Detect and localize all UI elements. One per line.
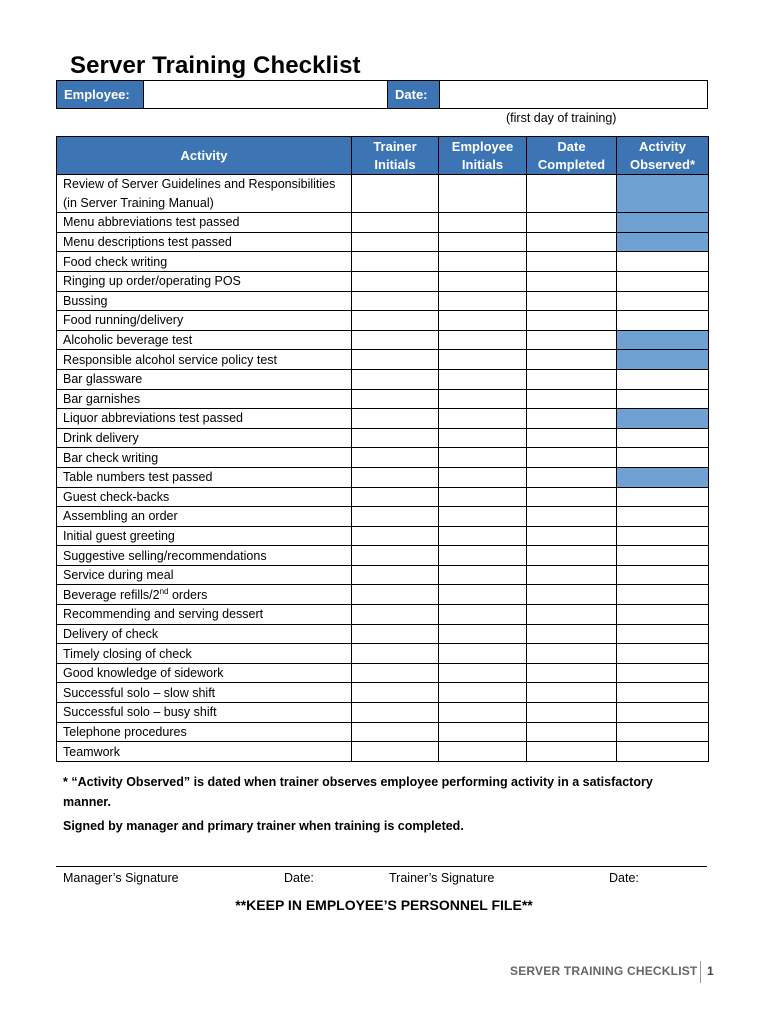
employee-initials-cell[interactable] xyxy=(439,311,527,331)
activity-cell xyxy=(57,644,352,664)
trainer-initials-cell[interactable] xyxy=(352,232,439,252)
date-completed-cell[interactable] xyxy=(527,526,617,546)
date-completed-cell[interactable] xyxy=(527,232,617,252)
employee-initials-cell[interactable] xyxy=(439,467,527,487)
activity-observed-cell[interactable] xyxy=(617,605,709,625)
employee-initials-cell[interactable] xyxy=(439,448,527,468)
employee-initials-cell[interactable] xyxy=(439,742,527,762)
trainer-initials-cell[interactable] xyxy=(352,271,439,291)
activity-label: Food check writing xyxy=(63,254,168,269)
employee-initials-cell[interactable] xyxy=(439,546,527,566)
table-row xyxy=(57,350,709,370)
activity-observed-cell[interactable] xyxy=(617,565,709,585)
trainer-initials-cell[interactable] xyxy=(352,330,439,350)
trainer-initials-cell[interactable] xyxy=(352,546,439,566)
checklist-table xyxy=(56,136,709,762)
table-row xyxy=(57,624,709,644)
col-trainer-initials-line2: Initials xyxy=(374,156,416,172)
activity-label: Menu abbreviations test passed xyxy=(63,215,240,230)
date-completed-cell[interactable] xyxy=(527,585,617,605)
date-completed-cell[interactable] xyxy=(527,311,617,331)
date-completed-cell[interactable] xyxy=(527,546,617,566)
col-activity: Activity xyxy=(57,137,352,175)
table-row xyxy=(57,546,709,566)
trainer-initials-cell[interactable] xyxy=(352,409,439,429)
activity-label: Successful solo – busy shift xyxy=(63,705,217,720)
trainer-initials-cell[interactable] xyxy=(352,703,439,723)
trainer-date-label: Date: xyxy=(609,871,639,885)
activity-label: Good knowledge of sidework xyxy=(63,666,224,681)
trainer-initials-cell[interactable] xyxy=(352,291,439,311)
activity-cell xyxy=(57,467,352,487)
activity-observed-cell[interactable] xyxy=(617,546,709,566)
activity-label: Responsible alcohol service policy test xyxy=(63,352,277,367)
activity-label: Drink delivery xyxy=(63,431,139,446)
activity-observed-cell[interactable] xyxy=(617,369,709,389)
activity-cell xyxy=(57,546,352,566)
table-row xyxy=(57,369,709,389)
activity-cell xyxy=(57,271,352,291)
page-title: Server Training Checklist xyxy=(70,52,361,79)
table-row xyxy=(57,742,709,762)
activity-observed-cell[interactable] xyxy=(617,467,709,487)
activity-cell xyxy=(57,448,352,468)
activity-cell xyxy=(57,213,352,233)
footer-label: SERVER TRAINING CHECKLIST xyxy=(510,964,698,978)
activity-label: Ringing up order/operating POS xyxy=(63,274,241,289)
activity-observed-cell[interactable] xyxy=(617,507,709,527)
date-completed-cell[interactable] xyxy=(527,467,617,487)
trainer-initials-cell[interactable] xyxy=(352,585,439,605)
first-day-note: (first day of training) xyxy=(506,111,617,125)
activity-label: Telephone procedures xyxy=(63,724,187,739)
date-completed-cell[interactable] xyxy=(527,703,617,723)
date-completed-cell[interactable] xyxy=(527,291,617,311)
table-row xyxy=(57,703,709,723)
activity-label: Delivery of check xyxy=(63,626,159,641)
employee-initials-cell[interactable] xyxy=(439,175,527,213)
activity-label: Food running/delivery xyxy=(63,313,184,328)
activity-label: Bar check writing xyxy=(63,450,159,465)
employee-initials-cell[interactable] xyxy=(439,644,527,664)
activity-label: Assembling an order xyxy=(63,509,178,524)
date-completed-cell[interactable] xyxy=(527,663,617,683)
activity-label: Teamwork xyxy=(63,744,120,759)
date-completed-cell[interactable] xyxy=(527,624,617,644)
trainer-initials-cell[interactable] xyxy=(352,526,439,546)
date-label: Date: xyxy=(388,81,440,108)
trainer-signature-label: Trainer’s Signature xyxy=(389,871,495,885)
activity-observed-cell[interactable] xyxy=(617,722,709,742)
activity-label: Review of Server Guidelines and Responsibilities (in Server Training Manual) xyxy=(63,177,336,210)
date-completed-cell[interactable] xyxy=(527,369,617,389)
activity-cell xyxy=(57,703,352,723)
activity-observed-cell[interactable] xyxy=(617,526,709,546)
employee-initials-cell[interactable] xyxy=(439,526,527,546)
trainer-initials-cell[interactable] xyxy=(352,350,439,370)
employee-initials-cell[interactable] xyxy=(439,232,527,252)
trainer-initials-cell[interactable] xyxy=(352,428,439,448)
col-employee-initials xyxy=(439,137,527,175)
signature-line xyxy=(56,866,707,867)
activity-cell xyxy=(57,389,352,409)
activity-label: Successful solo – slow shift xyxy=(63,685,216,700)
keep-note: **KEEP IN EMPLOYEE’S PERSONNEL FILE** xyxy=(235,897,533,913)
trainer-initials-cell[interactable] xyxy=(352,644,439,664)
activity-observed-cell[interactable] xyxy=(617,742,709,762)
col-employee-initials-line1: Employee xyxy=(451,138,514,154)
table-row xyxy=(57,271,709,291)
activity-label: Menu descriptions test passed xyxy=(63,235,232,250)
employee-field[interactable] xyxy=(144,81,388,108)
activity-cell xyxy=(57,742,352,762)
signed-note: Signed by manager and primary trainer when training is completed. xyxy=(63,819,464,833)
table-row xyxy=(57,565,709,585)
activity-observed-cell[interactable] xyxy=(617,624,709,644)
activity-cell xyxy=(57,722,352,742)
activity-cell xyxy=(57,409,352,429)
activity-observed-cell[interactable] xyxy=(617,232,709,252)
employee-initials-cell[interactable] xyxy=(439,565,527,585)
employee-initials-cell[interactable] xyxy=(439,350,527,370)
table-row xyxy=(57,683,709,703)
employee-initials-cell[interactable] xyxy=(439,663,527,683)
employee-initials-cell[interactable] xyxy=(439,585,527,605)
activity-label-sup: nd xyxy=(159,586,169,596)
trainer-initials-cell[interactable] xyxy=(352,507,439,527)
activity-cell xyxy=(57,526,352,546)
employee-initials-cell[interactable] xyxy=(439,683,527,703)
activity-cell xyxy=(57,311,352,331)
col-trainer-initials xyxy=(352,137,439,175)
table-row xyxy=(57,330,709,350)
table-row xyxy=(57,175,709,213)
table-row xyxy=(57,507,709,527)
activity-label: Bussing xyxy=(63,293,108,308)
trainer-initials-cell[interactable] xyxy=(352,624,439,644)
table-row xyxy=(57,252,709,272)
activity-observed-cell[interactable] xyxy=(617,428,709,448)
table-row xyxy=(57,722,709,742)
trainer-initials-cell[interactable] xyxy=(352,722,439,742)
employee-initials-cell[interactable] xyxy=(439,487,527,507)
activity-observed-cell[interactable] xyxy=(617,409,709,429)
table-row xyxy=(57,428,709,448)
activity-label: Service during meal xyxy=(63,568,174,583)
col-activity-observed xyxy=(617,137,709,175)
manager-date-label: Date: xyxy=(284,871,314,885)
date-completed-cell[interactable] xyxy=(527,644,617,664)
trainer-initials-cell[interactable] xyxy=(352,252,439,272)
employee-initials-cell[interactable] xyxy=(439,624,527,644)
activity-cell xyxy=(57,605,352,625)
trainer-initials-cell[interactable] xyxy=(352,389,439,409)
date-completed-cell[interactable] xyxy=(527,683,617,703)
date-completed-cell[interactable] xyxy=(527,389,617,409)
activity-observed-cell[interactable] xyxy=(617,350,709,370)
activity-observed-cell[interactable] xyxy=(617,644,709,664)
date-completed-cell[interactable] xyxy=(527,350,617,370)
activity-cell xyxy=(57,663,352,683)
table-row xyxy=(57,311,709,331)
activity-label: Beverage refills/2 xyxy=(63,587,160,602)
activity-label: Table numbers test passed xyxy=(63,470,213,485)
observed-note-line1: * “Activity Observed” is dated when trainer observes employee performing activity in a satisfactory xyxy=(63,775,653,789)
table-row xyxy=(57,663,709,683)
activity-cell xyxy=(57,565,352,585)
activity-observed-cell[interactable] xyxy=(617,585,709,605)
activity-cell xyxy=(57,175,352,213)
employee-initials-cell[interactable] xyxy=(439,252,527,272)
col-date-completed-line2: Completed xyxy=(537,156,606,172)
date-completed-cell[interactable] xyxy=(527,271,617,291)
employee-initials-cell[interactable] xyxy=(439,389,527,409)
date-completed-cell[interactable] xyxy=(527,507,617,527)
date-completed-cell[interactable] xyxy=(527,252,617,272)
activity-label-suffix: orders xyxy=(168,587,208,602)
col-date-completed xyxy=(527,137,617,175)
employee-initials-cell[interactable] xyxy=(439,409,527,429)
employee-initials-cell[interactable] xyxy=(439,703,527,723)
activity-observed-cell[interactable] xyxy=(617,703,709,723)
table-row xyxy=(57,409,709,429)
date-completed-cell[interactable] xyxy=(527,330,617,350)
trainer-initials-cell[interactable] xyxy=(352,213,439,233)
activity-cell xyxy=(57,330,352,350)
activity-observed-cell[interactable] xyxy=(617,487,709,507)
trainer-initials-cell[interactable] xyxy=(352,311,439,331)
trainer-initials-cell[interactable] xyxy=(352,448,439,468)
footer-divider xyxy=(700,961,701,983)
employee-initials-cell[interactable] xyxy=(439,722,527,742)
table-row xyxy=(57,585,709,605)
employee-initials-cell[interactable] xyxy=(439,271,527,291)
activity-cell xyxy=(57,624,352,644)
activity-label: Bar garnishes xyxy=(63,391,141,406)
date-completed-cell[interactable] xyxy=(527,428,617,448)
trainer-initials-cell[interactable] xyxy=(352,742,439,762)
employee-date-bar xyxy=(56,80,708,109)
activity-observed-cell[interactable] xyxy=(617,389,709,409)
table-row xyxy=(57,605,709,625)
observed-note-line2: manner. xyxy=(63,795,111,809)
employee-initials-cell[interactable] xyxy=(439,369,527,389)
activity-label: Initial guest greeting xyxy=(63,528,175,543)
activity-cell xyxy=(57,428,352,448)
activity-cell xyxy=(57,252,352,272)
trainer-initials-cell[interactable] xyxy=(352,663,439,683)
date-completed-cell[interactable] xyxy=(527,742,617,762)
activity-label: Timely closing of check xyxy=(63,646,192,661)
trainer-initials-cell[interactable] xyxy=(352,467,439,487)
table-row xyxy=(57,448,709,468)
date-completed-cell[interactable] xyxy=(527,213,617,233)
trainer-initials-cell[interactable] xyxy=(352,565,439,585)
trainer-initials-cell[interactable] xyxy=(352,369,439,389)
employee-initials-cell[interactable] xyxy=(439,507,527,527)
employee-initials-cell[interactable] xyxy=(439,330,527,350)
activity-cell xyxy=(57,507,352,527)
activity-cell xyxy=(57,350,352,370)
activity-label: Alcoholic beverage test xyxy=(63,333,193,348)
activity-observed-cell[interactable] xyxy=(617,330,709,350)
date-completed-cell[interactable] xyxy=(527,565,617,585)
trainer-initials-cell[interactable] xyxy=(352,175,439,213)
activity-cell xyxy=(57,291,352,311)
activity-cell xyxy=(57,369,352,389)
trainer-initials-cell[interactable] xyxy=(352,605,439,625)
date-completed-cell[interactable] xyxy=(527,175,617,213)
manager-signature-label: Manager’s Signature xyxy=(63,871,179,885)
date-completed-cell[interactable] xyxy=(527,722,617,742)
activity-cell xyxy=(57,683,352,703)
col-date-completed-line1: Date xyxy=(557,138,586,154)
table-header-row xyxy=(57,137,709,175)
table-row xyxy=(57,644,709,664)
table-row xyxy=(57,389,709,409)
activity-observed-cell[interactable] xyxy=(617,683,709,703)
table-row xyxy=(57,213,709,233)
col-employee-initials-line2: Initials xyxy=(461,156,504,172)
date-completed-cell[interactable] xyxy=(527,448,617,468)
activity-observed-cell[interactable] xyxy=(617,291,709,311)
activity-observed-cell[interactable] xyxy=(617,252,709,272)
activity-label: Bar glassware xyxy=(63,372,143,387)
date-completed-cell[interactable] xyxy=(527,605,617,625)
trainer-initials-cell[interactable] xyxy=(352,683,439,703)
employee-initials-cell[interactable] xyxy=(439,213,527,233)
table-row xyxy=(57,526,709,546)
activity-observed-cell[interactable] xyxy=(617,663,709,683)
activity-cell xyxy=(57,232,352,252)
table-row xyxy=(57,291,709,311)
activity-observed-cell[interactable] xyxy=(617,175,709,213)
employee-initials-cell[interactable] xyxy=(439,428,527,448)
activity-cell xyxy=(57,585,352,605)
col-trainer-initials-line1: Trainer xyxy=(373,138,417,154)
employee-initials-cell[interactable] xyxy=(439,291,527,311)
activity-observed-cell[interactable] xyxy=(617,271,709,291)
date-completed-cell[interactable] xyxy=(527,409,617,429)
employee-initials-cell[interactable] xyxy=(439,605,527,625)
activity-label: Guest check-backs xyxy=(63,489,170,504)
table-row xyxy=(57,467,709,487)
employee-label: Employee: xyxy=(57,81,144,108)
activity-observed-cell[interactable] xyxy=(617,448,709,468)
activity-label: Suggestive selling/recommendations xyxy=(63,548,267,563)
col-activity-observed-line1: Activity xyxy=(639,138,686,154)
date-field[interactable] xyxy=(440,81,707,108)
activity-observed-cell[interactable] xyxy=(617,311,709,331)
trainer-initials-cell[interactable] xyxy=(352,487,439,507)
activity-observed-cell[interactable] xyxy=(617,213,709,233)
col-activity-observed-line2: Observed* xyxy=(629,156,696,172)
table-row xyxy=(57,487,709,507)
activity-label: Liquor abbreviations test passed xyxy=(63,411,243,426)
date-completed-cell[interactable] xyxy=(527,487,617,507)
table-row xyxy=(57,232,709,252)
activity-cell xyxy=(57,487,352,507)
page-number: 1 xyxy=(707,964,714,978)
activity-label: Recommending and serving dessert xyxy=(63,607,264,622)
